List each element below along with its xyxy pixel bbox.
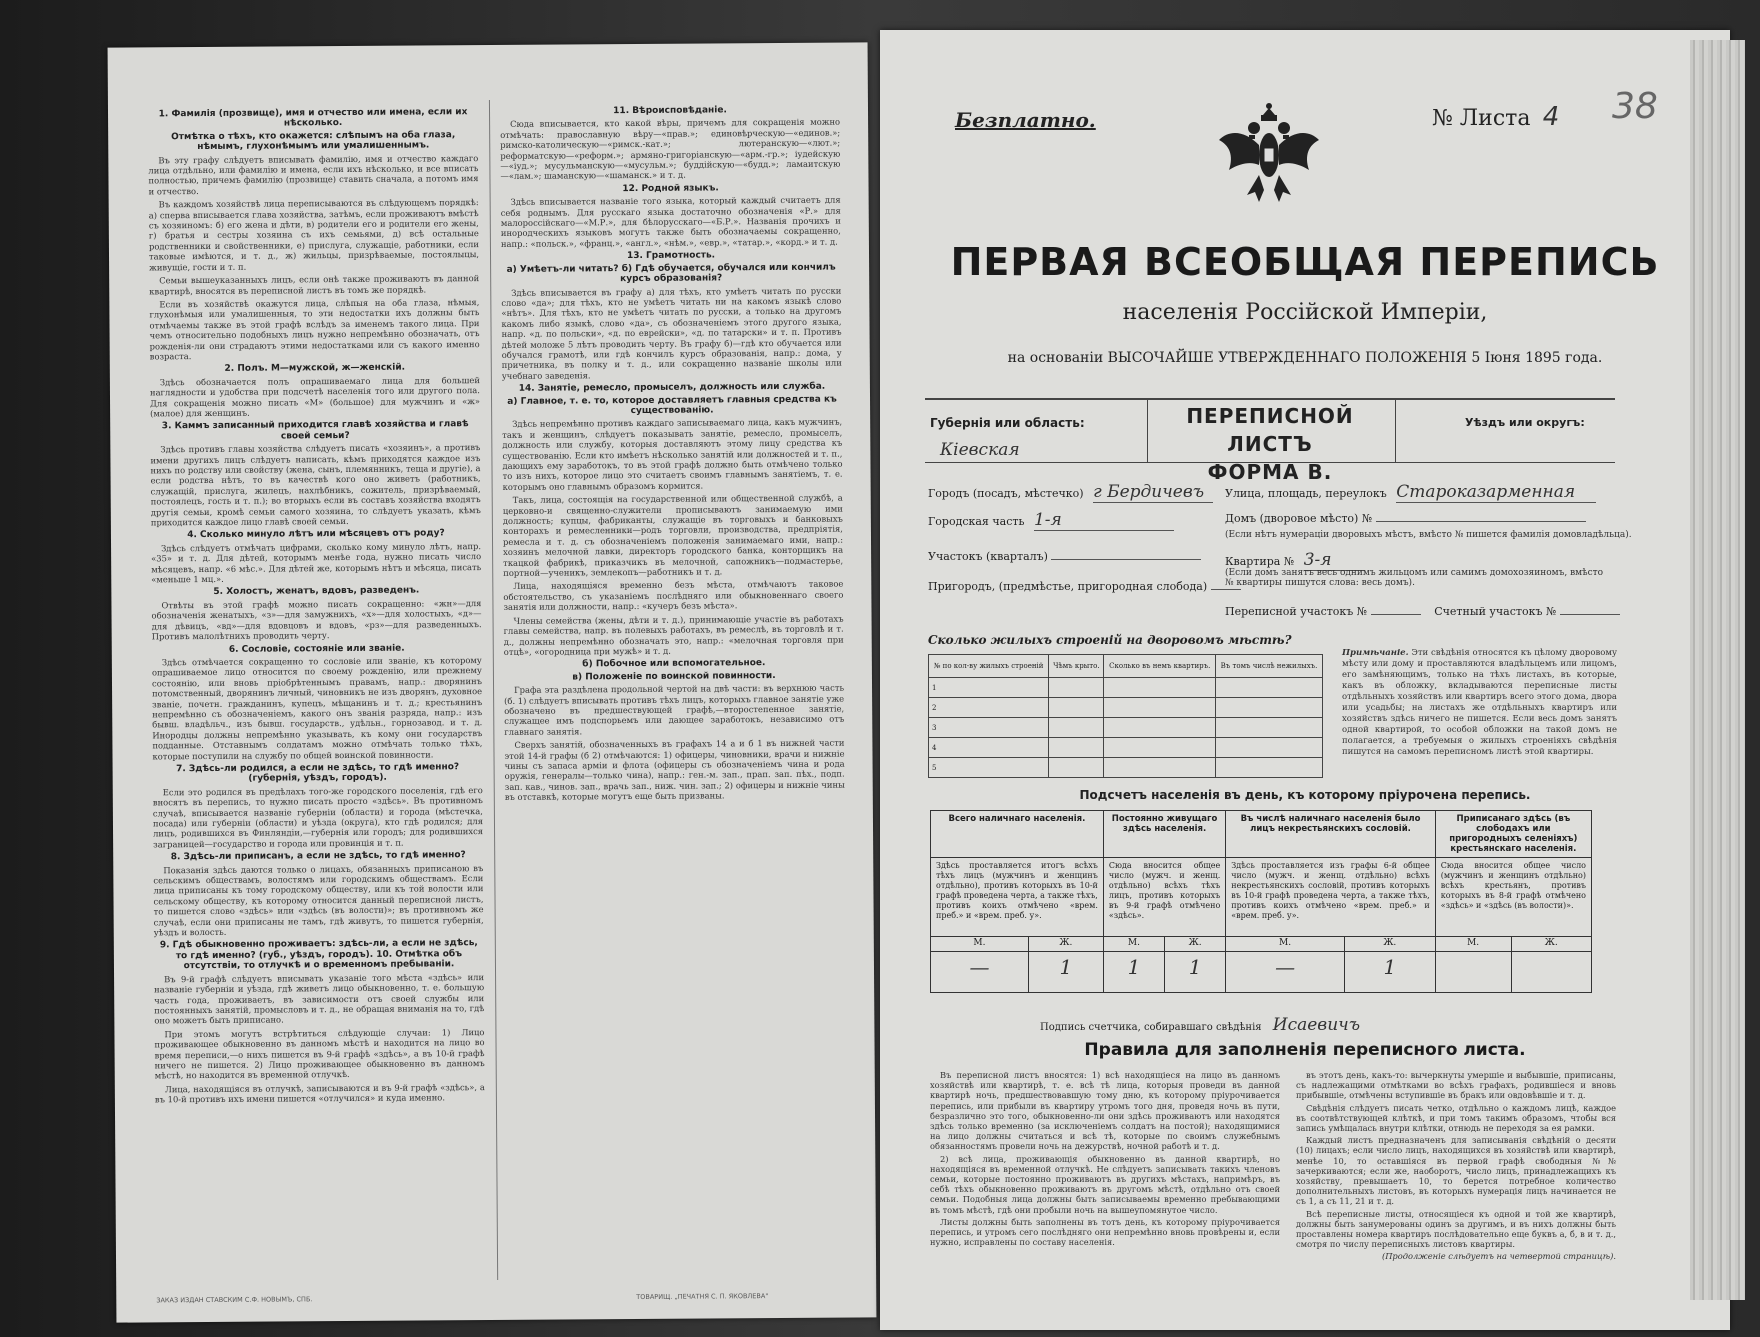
street-field xyxy=(1225,482,1596,503)
building-number: 2 xyxy=(929,698,1049,718)
count-header-row xyxy=(931,811,1592,858)
house-label: Домъ (дворовое мѣсто) № xyxy=(1225,512,1373,525)
instruction-paragraph: При этомъ могутъ встрѣтиться слѣдующіе случаи: 1) Лицо проживающее обыкновенно въ данномъ мѣстѣ и находится на лицо во время переписи,—о нихъ пишется въ 9-й графѣ «здѣсь», а въ 10-й графѣ ничего не пишется. 2) Лицо проживающее обыкновенно въ данномъ мѣстѣ, но находится въ временной отлучкѣ. xyxy=(154,1026,485,1081)
female-column-label: Ж. xyxy=(1344,937,1435,952)
instruction-paragraph: Члены семейства (жены, дѣти и т. д.), принимающіе участіе въ работахъ главы семейства, напр. въ полевыхъ работахъ, въ ремеслѣ, въ торговлѣ и т. д., должны непремѣнно обозначать это, напр.: «мелочная торговля при отцѣ», «огородница при мужѣ» и т. д. xyxy=(503,613,844,657)
buildings-header-cell: Въ томъ числѣ нежилыхъ. xyxy=(1216,655,1323,678)
instruction-paragraph: Если это родился въ предѣлахъ того-же городского поселенія, гдѣ его вносятъ въ перепись, то нужно писать просто «здѣсь». Въ противномъ случаѣ, вписывается названіе губерніи (области) и города (мѣстечка, посада) или губерніи (области) и уѣзда (округа), кто гдѣ родился; для лицъ, родившихся въ Финляндіи,—губернія или городъ; для родившихся заграницей—государство и города или провинція и т. п. xyxy=(152,784,484,850)
count-header-cell: Всего наличнаго населенія. xyxy=(931,811,1104,858)
building-number: 1 xyxy=(929,678,1049,698)
province-label: Губернія или область: xyxy=(930,416,1085,430)
female-column-label: Ж. xyxy=(1165,937,1226,952)
imperial-eagle-icon xyxy=(1214,100,1324,210)
page-number: 38 xyxy=(1612,86,1658,127)
count-value-cell xyxy=(1511,952,1591,993)
rules-column-2 xyxy=(1296,1070,1616,1300)
instruction-paragraph: Сверхъ занятій, обозначенныхъ въ графахъ 14 а и б 1 въ нижней части этой 14-й графы (б 2) отмѣчаются: 1) офицеры, чиновники, врачи и нижніе чины съ запаса арміи и флота (офицеры съ обозначеніемъ чина и рода оружія, генералы—только чина), напр.: ген.-м. зап., прап. зап. пѣх., подп. зап. кав., чинов. зап., врачь зап., ниж. чин. зап.; 2) офицеры и нижніе чины въ отставкѣ, которые могутъ еще быть призваны. xyxy=(504,737,845,803)
population-count-title: Подсчетъ населенія въ день, къ которому пріурочена перепись. xyxy=(1079,788,1531,802)
instruction-paragraph: Въ 9-й графѣ слѣдуетъ вписывать указаніе того мѣста «здѣсь» или названіе губерніи и уѣзда, гдѣ живетъ лицо обыкновенно, т. е. большую часть года, проживаетъ, въ зависимости отъ своей службы или постоянныхъ занятій, промысловъ и т. д., не обращая вниманія на то, гдѣ оно можетъ быть приписано. xyxy=(154,971,485,1026)
instruction-paragraph: Здѣсь слѣдуетъ отмѣчать цифрами, сколько кому минуло лѣтъ, напр. «35» и т. д. Для дѣтей, которымъ менѣе года, нужно писать число мѣсяцевъ, напр. «6 мѣс.». Для дѣтей же, которымъ нѣтъ и мѣсяца, писать «меньше 1 мц.». xyxy=(151,540,482,585)
count-header-cell: Въ числѣ наличнаго населенія было лицъ некрестьянскихъ сословій. xyxy=(1226,811,1435,858)
count-description-row xyxy=(931,858,1592,937)
building-cell xyxy=(1049,698,1104,718)
count-value-cell xyxy=(1435,952,1511,993)
apartment-note: (Если домъ занятъ весь однимъ жильцомъ или самимъ домохозяиномъ, вмѣсто № квартиры пишутся слова: весь домъ). xyxy=(1225,568,1604,588)
instruction-paragraph: Такъ, лица, состоящія на государственной или общественной службѣ, а церковно-и священно-служители прописываютъ занимаемую ими должность; купцы, фабриканты, служащіе въ торговыхъ и банковыхъ конторахъ и ремесленники—родъ торговли, производства, предпріятія, ремесла и т. д. съ обозначеніемъ положенія занимаемаго ими, напр.: хозяинъ мелочной лавки, директоръ городского банка, конторщикъ на ткацкой фабрикѣ, приказчикъ въ мелочной, сапожникъ—подмастерье, портной—ученикъ, землекопъ—работникъ и т. д. xyxy=(502,492,844,578)
count-description-cell: Здѣсь проставляется итогъ всѣхъ тѣхъ лицъ (мужчинъ и женщинъ отдѣльно), противъ которыхъ въ 10-й графѣ проведена черта, а также тѣхъ, противъ коихъ отмѣчено «врем. преб.» и «врем. преб. у». xyxy=(931,858,1104,937)
column-divider xyxy=(489,100,498,1280)
rule-paragraph: 2) всѣ лица, проживающія обыкновенно въ данной квартирѣ, но находящіяся въ временной отлучкѣ. Не слѣдуетъ записывать такихъ членовъ семьи, которые постоянно проживаютъ въ другихъ мѣстахъ, напримѣръ, въ себѣ тѣхъ обыкновенно проживаютъ въ другомъ мѣстѣ, отдѣльно отъ своей семьи. Подобныя лица должны быть записываемы временно пребывающими въ томъ мѣстѣ, гдѣ они пробыли ночь на вышеупомянутое число. xyxy=(930,1153,1280,1215)
instruction-heading: 8. Здѣсь-ли приписанъ, а если не здѣсь, то гдѣ именно? xyxy=(170,850,466,863)
instruction-paragraph: Въ эту графу слѣдуетъ вписывать фамилію, имя и отчество каждаго лица отдѣльно, или фамилію и имена, если ихъ нѣсколько, и все вписать полностью, причемъ фамилію (прозвище) ставить сначала, а потомъ имя и отчество. xyxy=(148,152,479,197)
city-part-value: 1-я xyxy=(1034,510,1174,531)
rule-paragraph: Всѣ переписные листы, относящіеся къ одной и той же квартирѣ, должны быть занумерованы одинъ за другимъ, и въ нихъ должны быть проставлены номера квартиръ послѣдовательно еще буквъ а, б, в и т. д., смотря по числу переписныхъ листовъ квартиры. xyxy=(1296,1208,1616,1250)
instruction-heading: 1. Фамилія (прозвище), имя и отчество или имена, если их нѣсколько. xyxy=(158,107,468,129)
building-cell xyxy=(1104,758,1216,778)
apartment-label: Квартира № xyxy=(1225,555,1295,568)
count-value-cell: 1 xyxy=(1344,952,1435,993)
count-value-cell: 1 xyxy=(1028,952,1103,993)
instruction-heading: 6. Сословіе, состояніе или званіе. xyxy=(228,643,405,655)
rule-paragraph: въ этотъ день, какъ-то: вычеркнуты умершіе и выбывшіе, приписаны, съ надлежащими отмѣтками во всѣхъ графахъ, родившіеся и вновь прибывшіе, отмѣчены вступившіе въ бракъ или овдовѣвшіе и т. д. xyxy=(1296,1070,1616,1101)
census-area-label: Переписной участокъ № xyxy=(1225,605,1368,618)
buildings-header-cell: Чѣмъ крыто. xyxy=(1049,655,1104,678)
buildings-header-row xyxy=(929,655,1323,678)
building-cell xyxy=(1049,738,1104,758)
male-column-label: М. xyxy=(1103,937,1164,952)
population-count-table xyxy=(930,810,1592,993)
legal-basis: на основаніи ВЫСОЧАЙШЕ УТВЕРЖДЕННАГО ПОЛОЖЕНІЯ 5 Іюня 1895 года. xyxy=(1007,350,1603,366)
instruction-heading: 14. Занятіе, ремесло, промыселъ, должность или служба. xyxy=(518,381,826,394)
rule-paragraph: Каждый листъ предназначенъ для записыванія свѣдѣній о десяти (10) лицахъ; если число лицъ, находящихся въ хозяйствѣ или квартирѣ, менѣе 10, то оставшіяся въ первой графѣ свободныя №№ зачеркиваются; если же, наоборотъ, число лицъ, принадлежащихъ къ хозяйству, превышаетъ 10, то берется потребное количество дополнительныхъ листовъ, въ которыхъ нумерація лицъ начинается не съ 1, а съ 11, 21 и т. д. xyxy=(1296,1135,1616,1207)
count-area-value xyxy=(1560,614,1620,615)
instruction-paragraph: Здѣсь противъ главы хозяйства слѣдуетъ писать «хозяинъ», а противъ имени другихъ лицъ слѣдуетъ написать, кѣмъ приходятся каждое изъ нихъ по родству или свойству (жена, сынъ, племянникъ, теща и другіе), а если родства нѣтъ, то въ качествѣ кого оно живетъ (работникъ, служащій, прислуга, жилецъ, нахлѣбникъ, сожитель, призрѣваемый, постоялецъ, гость и т. п.); во вторыхъ если въ составъ хозяйства входятъ другія семьи, кромѣ семьи самого хозяина, то слѣдуетъ указать, кѣмъ приходится каждое лицо главѣ своей семьи. xyxy=(150,442,481,528)
house-field xyxy=(1225,512,1586,525)
buildings-header-cell: Сколько въ немъ квартиръ. xyxy=(1104,655,1216,678)
building-cell xyxy=(1216,738,1323,758)
suburb-value xyxy=(1211,589,1241,590)
form-title-line-1: ПЕРЕПИСНОЙ ЛИСТЪ xyxy=(1186,404,1354,456)
count-value-cell: 1 xyxy=(1103,952,1164,993)
instruction-heading: 12. Родной языкъ. xyxy=(622,183,719,194)
city-label: Городъ (посадъ, мѣстечко) xyxy=(928,487,1084,500)
rules-continuation: (Продолженіе слѣдуетъ на четвертой страницѣ). xyxy=(1381,1251,1616,1262)
instruction-paragraph: Лица, находящіяся временно безъ мѣста, отмѣчаютъ таковое обстоятельство, съ указаніемъ послѣдняго или обыкновеннаго своего занятія или должности, напр.: «кучеръ безъ мѣста». xyxy=(503,579,844,613)
census-subtitle: населенія Россійской Имперіи, xyxy=(1122,300,1488,325)
instruction-heading: Отмѣтка о тѣхъ, кто окажется: слѣпымъ на оба глаза, нѣмымъ, глухонѣмымъ или умалишеннымъ. xyxy=(171,130,456,153)
instruction-heading: а) Главное, т. е. то, которое доставляетъ главныя средства къ существованію. xyxy=(507,394,837,416)
count-description-cell: Здѣсь проставляется изъ графы 6-й общее число (мужч. и женщ. отдѣльно) всѣхъ некрестьянскихъ сословій, противъ которыхъ въ 10-й графѣ проведена черта, а также тѣхъ, противъ коихъ отмѣчено «врем. преб.» и «врем. преб. у». xyxy=(1226,858,1435,937)
instruction-heading: в) Положеніе по воинской повинности. xyxy=(572,670,776,683)
city-field xyxy=(928,482,1213,503)
instruction-paragraph: Здѣсь отмѣчается сокращенно то сословіе или званіе, къ которому опрашиваемое лицо относится по своему рожденію, или прежнему состоянію, или вновь пріобрѣтеннымъ правамъ, напр.: дворянинъ потомственный, дворянинъ личный, чиновникъ не изъ дворянъ, духовное званіе, почетн. гражданинъ, купецъ, мѣщанинъ и т. д.; крестьянинъ непремѣнно съ обозначеніемъ, какого онъ званія разряда, напр.: изъ бывш. владѣльч., изъ бывш. государств., удѣльн., горнозавод. и т. д. Инородцы должны непремѣнно указывать, къ кому они государствъ подданные. Отставнымъ солдатамъ можно отмѣчать только тѣхъ, которые поступили на службу по общей воинской повинности. xyxy=(151,654,483,761)
building-number: 3 xyxy=(929,718,1049,738)
rule-paragraph: Въ переписной листъ вносятся: 1) всѣ находящіеся на лицо въ данномъ хозяйствѣ или квартирѣ, т. е. всѣ тѣ лица, которыя проведи въ данной квартирѣ ночь, предшествовавшую тому дню, къ которому пріурочивается перепись, или прибыли въ квартиру утромъ того дня, проведя ночь въ пути, безразлично это того, обыкновенно-ли они здѣсь проживаютъ или находятся здѣсь только временно (за исключеніемъ солдатъ на постой); находящимися на лицо должны считаться и всѣ тѣ, которые по своимъ служебнымъ обязанностямъ провели ночь на дежурствѣ, ночной работѣ и т. д. xyxy=(930,1070,1280,1152)
male-column-label: М. xyxy=(931,937,1029,952)
instruction-paragraph: Отвѣты въ этой графѣ можно писать сокращенно: «жн»—для обозначенія женатыхъ, «з»—для замужнихъ, «х»—для холостыхъ, «д»—для дѣвицъ, «вд»—для вдовцовъ и вдовъ, «рз»—для разведенныхъ. Противъ малолѣтнихъ проводить черту. xyxy=(151,597,482,642)
instructions-column-2 xyxy=(500,103,848,1270)
count-area-label: Счетный участокъ № xyxy=(1434,605,1557,618)
count-header-cell: Приписанаго здѣсь (въ слободахъ или пригородныхъ селеніяхъ) крестьянскаго населенія. xyxy=(1435,811,1591,858)
district-field xyxy=(928,550,1201,563)
count-value-cell: 1 xyxy=(1165,952,1226,993)
form-title xyxy=(1155,402,1385,486)
instruction-heading: 4. Сколько минуло лѣтъ или мѣсяцевъ отъ роду? xyxy=(187,528,445,541)
building-cell xyxy=(1049,758,1104,778)
count-sex-row xyxy=(931,937,1592,952)
rule-paragraph: Свѣдѣнія слѣдуетъ писать четко, отдѣльно о каждомъ лицѣ, каждое въ соотвѣтствующей клѣткѣ, и при томъ такимъ образомъ, чтобы вся запись умѣщалась внутри клѣтки, отнюдь не переходя за ея рамки. xyxy=(1296,1102,1616,1134)
buildings-header-cell: № по кол-ву жилыхъ строеній xyxy=(929,655,1049,678)
instruction-paragraph: Сюда вписывается, кто какой вѣры, причемъ для сокращенія можно отмѣчать: православную вѣру—«прав.»; единовѣрческую—«единов.»; римско-католическую—«римск.-кат.»; лютеранскую—«лют.»; реформатскую—«реформ.»; армяно-григоріанскую—«арм.-гр.»; іудейскую—«іуд.»; мусульманскую—«мусульм.»; буддійскую—«будд.»; ламаитскую—«лам.»; шаманскую—«шаманск.» и т. д. xyxy=(500,116,841,182)
building-cell xyxy=(1049,718,1104,738)
instruction-paragraph: Лица, находящіяся въ отлучкѣ, записываются и въ 9-й графѣ «здѣсь», а въ 10-й противъ ихъ имени пишется «отлучился» и куда именно. xyxy=(154,1081,485,1105)
instruction-paragraph: Здѣсь непремѣнно противъ каждаго записываемаго лица, какъ мужчинъ, такъ и женщинъ, слѣдуетъ показывать занятіе, ремесло, промыселъ, должность или службу, которыя доставляютъ этому лицу средства къ существованію. Если кто имѣетъ нѣсколько занятій или должностей и т. п., дающихъ ему заработокъ, то въ этой графѣ должно быть отмѣчено только то изъ нихъ, которое лицо это считаетъ своимъ главнымъ занятіемъ, т. е. которымъ оно главнымъ образомъ кормится. xyxy=(502,416,843,492)
buildings-row xyxy=(929,758,1323,778)
instruction-heading: 11. Вѣроисповѣданіе. xyxy=(613,105,727,117)
instruction-heading: 2. Полъ. М—мужской, ж—женскій. xyxy=(224,362,406,375)
count-values-row xyxy=(931,952,1592,993)
instruction-paragraph: Въ каждомъ хозяйствѣ лица переписываются въ слѣдующемъ порядкѣ: а) сперва вписывается глава хозяйства, затѣмъ, если проживаютъ вмѣстѣ съ хозяиномъ: б) его жена и дѣти, в) родители его и родители его жены, г) братья и сестры хозяина съ ихъ семьями, д) всѣ остальные родственники и свойственники, е) прислуга, служащіе, работники, если таковые имѣются, и т. д., ж) жильцы, призрѣваемые, постоялыцы, живущіе, гости и т. п. xyxy=(148,197,480,273)
sheet-number xyxy=(1432,102,1559,132)
building-cell xyxy=(1104,738,1216,758)
rules-column-1 xyxy=(930,1070,1280,1300)
count-description-cell: Сюда вносится общее число (мужч. и женщ. отдѣльно) всѣхъ тѣхъ лицъ, противъ которыхъ въ 9-й графѣ отмѣчено «здѣсь». xyxy=(1103,858,1225,937)
signature-label: Подпись счетчика, собиравшаго свѣдѣнія xyxy=(1040,1022,1262,1033)
street-value: Староказарменная xyxy=(1396,482,1596,503)
suburb-label: Пригородъ, (предмѣстье, пригородная слобода) xyxy=(928,580,1208,593)
house-note: (Если нѣтъ нумераціи дворовыхъ мѣстъ, вмѣсто № пишется фамилія домовладѣльца). xyxy=(1225,530,1632,540)
free-label: Безплатно. xyxy=(955,108,1096,132)
province-value: Кіевская xyxy=(940,440,1020,460)
building-cell xyxy=(1049,678,1104,698)
count-value-cell: — xyxy=(931,952,1029,993)
rule-paragraph: Листы должны быть заполнены въ тотъ день, къ которому пріурочивается перепись, и утромъ сего послѣдняго они непремѣнно вновь провѣрены и, если нужно, исправлены по составу населенія. xyxy=(930,1216,1280,1248)
enumerator-signature xyxy=(1040,1015,1360,1035)
apartment-value: 3-я xyxy=(1304,550,1364,571)
sheet-number-value: 4 xyxy=(1542,102,1560,132)
census-title: ПЕРВАЯ ВСЕОБЩАЯ ПЕРЕПИСЬ xyxy=(950,240,1660,284)
printer-imprint-left: ЗАКАЗ ИЗДАН СТАВСКИМ С.Ф. НОВЫМЪ, СПБ. xyxy=(156,1295,313,1305)
form-header-box xyxy=(925,398,1615,484)
buildings-row xyxy=(929,698,1323,718)
building-cell xyxy=(1104,678,1216,698)
buildings-row xyxy=(929,718,1323,738)
instruction-heading: б) Побочное или вспомогательное. xyxy=(582,658,766,670)
instruction-paragraph: Здѣсь обозначается полъ опрашиваемаго лица для большей наглядности и удобства при подсчетѣ населенія того или другого пола. Для сокращенія можно писать «М» (большое) для мужчинъ и «ж» (малое) для женщинъ. xyxy=(149,374,481,419)
building-cell xyxy=(1104,698,1216,718)
header-divider-right xyxy=(1395,400,1396,462)
header-divider-left xyxy=(1147,400,1148,462)
city-part-label: Городская часть xyxy=(928,515,1025,528)
instruction-paragraph: Графа эта раздѣлена продольной чертой на двѣ части: въ верхнюю часть (б. 1) слѣдуетъ вписывать противъ тѣхъ лицъ, которыхъ главное занятіе уже обозначено въ предшествующей графѣ,—второстепенное занятіе, служащее имъ подспорьемъ или дающее заработокъ, независимо отъ главнаго занятія. xyxy=(504,682,845,737)
census-area-field xyxy=(1225,605,1620,618)
male-column-label: М. xyxy=(1226,937,1345,952)
instruction-paragraph: Здѣсь вписывается названіе того языка, который каждый считаетъ для себя роднымъ. Для русскаго языка достаточно обозначенія «Р.» для малороссійскаго—«М.Р.», для бѣлорусскаго—«Б.Р.». Названія прочихъ и инородческихъ языковъ могутъ также быть обозначаемы сокращенно, напр.: «польск.», «франц.», «англ.», «нѣм.», «евр.», «татар.», «корд.» и т. д. xyxy=(500,194,841,249)
building-cell xyxy=(1216,758,1323,778)
left-page xyxy=(108,42,877,1322)
building-cell xyxy=(1104,718,1216,738)
female-column-label: Ж. xyxy=(1028,937,1103,952)
sheet-number-label: № Листа xyxy=(1432,106,1531,131)
buildings-row xyxy=(929,738,1323,758)
city-value: г Бердичевъ xyxy=(1093,482,1213,503)
city-part-field xyxy=(928,510,1174,531)
instruction-heading: 5. Холостъ, женатъ, вдовъ, разведенъ. xyxy=(213,585,420,598)
form-title-line-2: ФОРМА В. xyxy=(1207,460,1333,484)
printer-imprint-right: ТОВАРИЩ. „ПЕЧАТНЯ С. П. ЯКОВЛЕВА" xyxy=(636,1292,769,1302)
count-description-cell: Сюда вносится общее число (мужчинъ и женщинъ отдѣльно) всѣхъ крестьянъ, противъ которыхъ въ 8-й графѣ отмѣчено «здѣсь» и «здѣсь (въ волости)». xyxy=(1435,858,1591,937)
buildings-table xyxy=(928,654,1323,778)
note-text: Эти свѣдѣнія относятся къ цѣлому дворовому мѣсту или дому и проставляются владѣльцемъ или лицомъ, его замѣняющимъ, только на тѣхъ листахъ, въ которые, какъ въ обложку, вкладываются переписные листы отдѣльныхъ хозяйствъ или квартиръ всего этого дома, двора или усадьбы; на листахъ же отдѣльныхъ квартиръ или хозяйствъ здѣсь ничего не пишется. Если весь домъ занятъ одной квартирой, то особой обложки на такой домъ не полагается, а требуемыя о жилыхъ строеніяхъ свѣдѣнія пишутся на самомъ переписномъ листѣ этой квартиры. xyxy=(1342,648,1617,757)
instruction-paragraph: Здѣсь вписывается въ графу а) для тѣхъ, кто умѣетъ читать по русски слово «да»; для тѣхъ, кто не умѣетъ читать ни на какомъ языкѣ слово «нѣтъ». Для тѣхъ, кто не умѣетъ читать по русски, а только на другомъ какомъ либо языкѣ, слово «да», съ обозначеніемъ этого другого языка, напр. «д. по польски», «д. по еврейски», «д. по татарски» и т. п. Противъ дѣтей моложе 5 лѣтъ проводить черту. Въ графу б)—гдѣ кто обучается или обучался грамотѣ, или гдѣ кончилъ курсъ образованія, напр.: дома, у причетника, въ полку и т. д., или сокращенно названіе школы или учебнаго заведенія. xyxy=(501,285,842,381)
count-header-cell: Постоянно живущаго здѣсь населенія. xyxy=(1103,811,1225,858)
building-number: 5 xyxy=(929,758,1049,778)
instruction-paragraph: Если въ хозяйствѣ окажутся лица, слѣпыя на оба глаза, нѣмыя, глухонѣмыя или умалишенныя, то эти недостатки ихъ должны быть отмѣчаемы также въ этой графѣ вслѣдъ за именемъ такого лица. При чемъ относительно подобныхъ лицъ нужно непремѣнно обозначать, отъ рожденія-ли они страдаютъ этими недостатками или съ какого именно возраста. xyxy=(149,296,480,362)
street-label: Улица, площадь, переулокъ xyxy=(1225,487,1387,500)
page-edges xyxy=(1690,40,1745,1300)
census-area-value xyxy=(1371,614,1421,615)
building-cell xyxy=(1216,678,1323,698)
instruction-heading: 3. Каммъ записанный приходится главѣ хозяйства и главѣ своей семьи? xyxy=(161,419,469,442)
female-column-label: Ж. xyxy=(1511,937,1591,952)
male-column-label: М. xyxy=(1435,937,1511,952)
building-cell xyxy=(1216,698,1323,718)
buildings-question: Сколько жилыхъ строеній на дворовомъ мѣстѣ? xyxy=(928,633,1292,647)
instruction-paragraph: Семьи вышеуказанныхъ лицъ, если онѣ также проживаютъ въ данной квартирѣ, вносятся въ переписной листъ въ томъ же порядкѣ. xyxy=(149,273,480,296)
instruction-paragraph: Показанія здѣсь даются только о лицахъ, обязанныхъ приписаною въ сельскимъ обществамъ, волостямъ или городскимъ обществамъ. Если лица приписаны къ тому городскому обществу, или къ той волости или сельскому обществу, къ которому относится данный переписной листъ, то пишется слово «здѣсь» или «здѣсь (въ волости)»; въ противномъ же случаѣ, если они приписаны не тамъ, гдѣ живутъ, то пишется губернія, уѣздъ и волость. xyxy=(153,862,484,938)
building-number: 4 xyxy=(929,738,1049,758)
instruction-heading: 7. Здѣсь-ли родился, а если не здѣсь, то гдѣ именно? (губернія, уѣздъ, городъ). xyxy=(176,762,460,785)
district-label: Участокъ (кварталъ) xyxy=(928,550,1048,563)
building-cell xyxy=(1216,718,1323,738)
count-value-cell: — xyxy=(1226,952,1345,993)
signature-value: Исаевичъ xyxy=(1272,1015,1361,1035)
buildings-row xyxy=(929,678,1323,698)
instructions-column-1 xyxy=(148,105,486,1272)
instruction-heading: 9. Гдѣ обыкновенно проживаетъ: здѣсь-ли, а если не здѣсь, то гдѣ именно? (губ., уѣздъ, городъ). 10. Отмѣтка объ отсутствіи, то отлучкѣ и о временномъ пребываніи. xyxy=(159,938,478,972)
instruction-heading: 13. Грамотность. xyxy=(626,250,716,262)
uezd-label: Уѣздъ или округъ: xyxy=(1465,416,1585,429)
house-value xyxy=(1376,521,1586,522)
rules-title: Правила для заполненія переписного листа. xyxy=(1084,1040,1526,1060)
district-value xyxy=(1051,559,1201,560)
note-label: Примѣчаніе. xyxy=(1342,648,1409,658)
buildings-note xyxy=(1342,648,1617,758)
suburb-field xyxy=(928,580,1241,593)
instruction-heading: а) Умѣетъ-ли читать? б) Гдѣ обучается, обучался или кончилъ курсъ образованія? xyxy=(506,262,836,285)
